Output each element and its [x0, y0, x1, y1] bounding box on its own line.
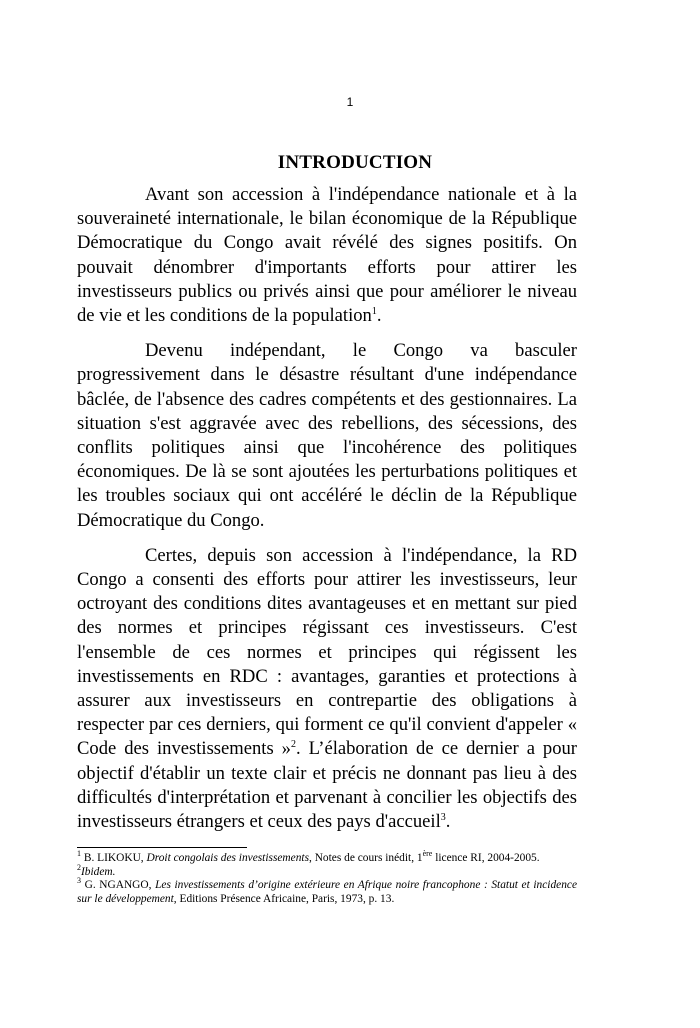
paragraph	[77, 544, 577, 834]
text-segment: , Editions Présence Africaine, Paris, 1973, p. 13.	[173, 892, 395, 905]
text-segment: Certes, depuis son accession à l'indépendance, la RD Congo a consenti des efforts pour attirer les investisseurs, leur octroyant des conditions dites avantageuses et en mettant sur pied des normes et principes régissant ces investisseurs. C'est l'ensemble de ces normes et principes qui régissent les investissements en RDC : avantages, garanties et protections à assurer aux investisseurs en contrepartie des obligations à respecter par ces derniers, qui forment ce qu'il convient d'appeler « Code des investissements »	[77, 544, 577, 760]
footnote-reference: 1	[371, 305, 377, 317]
text-segment: B. LIKOKU,	[81, 852, 147, 864]
footnote	[77, 862, 577, 880]
footnote-reference: ère	[422, 849, 433, 859]
footnote-separator	[77, 847, 247, 848]
text-segment: , Notes de cours inédit, 1	[309, 852, 423, 864]
footnote-reference: 3	[440, 811, 446, 823]
footnote-reference: 2	[290, 739, 296, 751]
text-segment: .	[445, 811, 451, 833]
paragraph	[77, 339, 577, 533]
italic-text: Ibidem.	[81, 865, 116, 878]
text-segment: . L’élaboration de ce dernier a pour objectif d'établir un texte clair et précis ne donnant pas lieu à des difficultés d'interprétation et parvenant à concilier les objectifs des investisseurs étrangers et ceux des pays d'accueil	[77, 738, 577, 833]
footnote-reference: 1	[77, 849, 81, 859]
page-number: 1	[346, 95, 354, 109]
page-title: INTRODUCTION	[277, 152, 433, 173]
footnote-reference: 2	[77, 862, 81, 872]
footnote	[77, 876, 577, 906]
text-segment: Devenu indépendant, le Congo va basculer progressivement dans le désastre résultant d'une indépendance bâclée, de l'absence des cadres compétents et des gestionnaires. La situation s'est aggravée avec des rebellions, des sécessions, des conflits politiques ainsi que l'incohérence des politiques économiques. De là se sont ajoutées les perturbations politiques et les troubles sociaux qui ont accéléré le déclin de la République Démocratique du Congo.	[77, 340, 577, 531]
footnotes	[77, 849, 577, 906]
text-segment: licence RI, 2004-2005.	[432, 852, 540, 864]
footnote	[77, 849, 577, 866]
body-text	[77, 183, 577, 845]
italic-text: Les investissements d’origine extérieure en Afrique noire francophone : Statut et incidence sur le développement	[77, 879, 577, 905]
footnote-reference: 3	[77, 876, 81, 886]
paragraph	[77, 183, 577, 328]
italic-text: Droit congolais des investissements	[146, 852, 310, 864]
text-segment: G. NGANGO,	[81, 879, 156, 892]
text-segment: Avant son accession à l'indépendance nationale et à la souveraineté internationale, le bilan économique de la République Démocratique du Congo avait révélé des signes positifs. On pouvait dénombrer d'importants efforts pour attirer les investisseurs publics ou privés ainsi que pour améliorer le niveau de vie et les conditions de la population	[77, 184, 577, 327]
text-segment: .	[376, 305, 382, 327]
